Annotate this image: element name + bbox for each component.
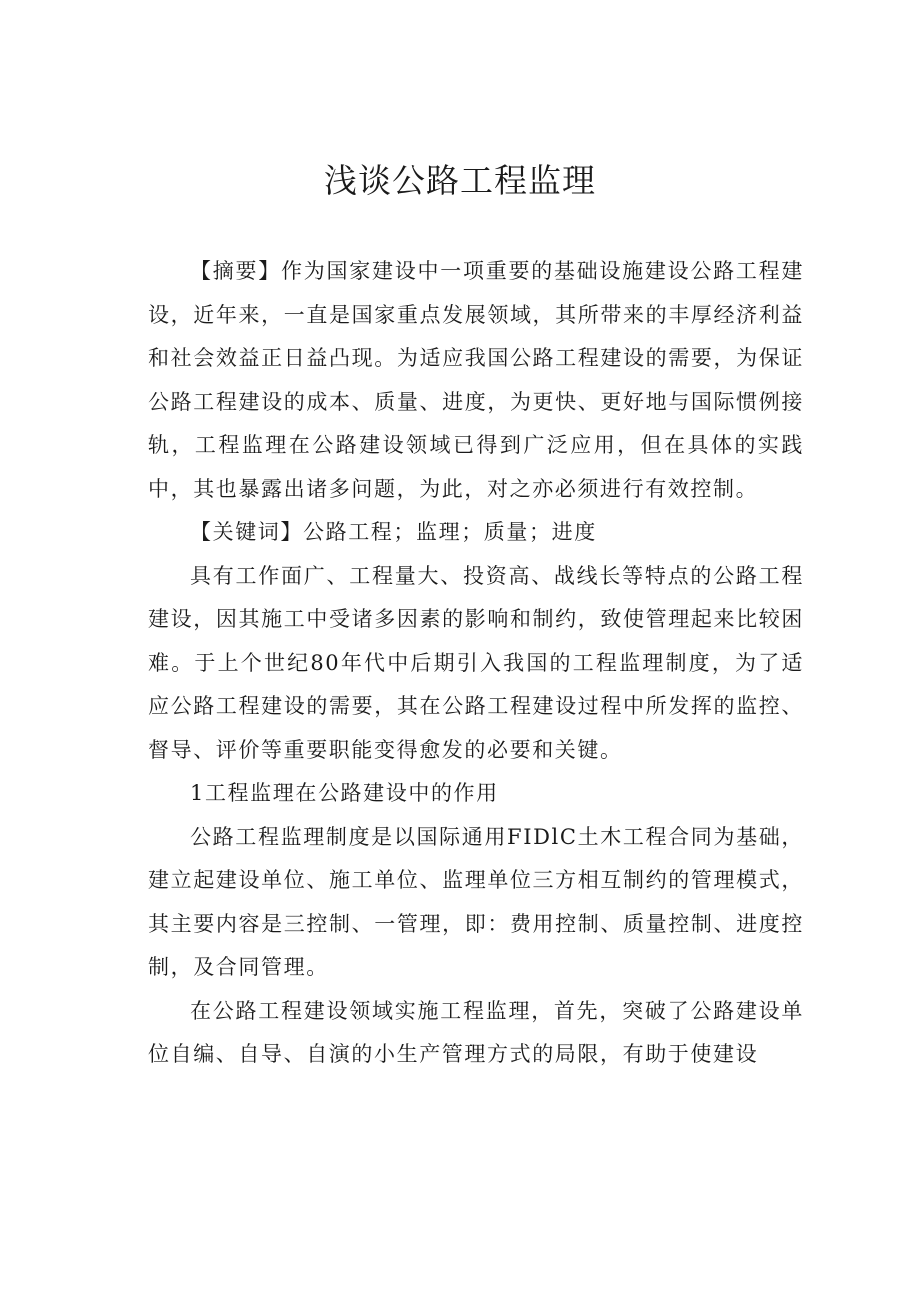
keywords-line: 【关键词】公路工程；监理；质量；进度	[190, 520, 597, 544]
abstract-paragraph: 【摘要】作为国家建设中一项重要的基础设施建设公路工程建设，近年来，一直是国家重点发展领域，其所带来的丰厚经济利益和社会效益正日益凸现。为适应我国公路工程建设的需要，为保证公路工程建设的成本、质量、进度，为更快、更好地与国际惯例接轨，工程监理在公路建设领域已得到广泛应用，但在具体的实践中，其也暴露出诸多问题，为此，对之亦必须进行有效控制。	[148, 259, 804, 501]
document-body	[148, 250, 804, 1077]
section-paragraph: 在公路工程建设领域实施工程监理，首先，突破了公路建设单位自编、自导、自演的小生产管理方式的局限，有助于使建设	[148, 998, 804, 1066]
section-paragraph: 公路工程监理制度是以国际通用FIDlC土木工程合同为基础，建立起建设单位、施工单位、监理单位三方相互制约的管理模式，其主要内容是三控制、一管理，即：费用控制、质量控制、进度控制，及合同管理。	[148, 824, 804, 979]
intro-paragraph: 具有工作面广、工程量大、投资高、战线长等特点的公路工程建设，因其施工中受诸多因素的影响和制约，致使管理起来比较困难。于上个世纪80年代中后期引入我国的工程监理制度，为了适应公路工程建设的需要，其在公路工程建设过程中所发挥的监控、督导、评价等重要职能变得愈发的必要和关键。	[148, 563, 804, 762]
document-title: 浅谈公路工程监理	[324, 161, 596, 200]
section-heading: 1工程监理在公路建设中的作用	[190, 781, 499, 805]
